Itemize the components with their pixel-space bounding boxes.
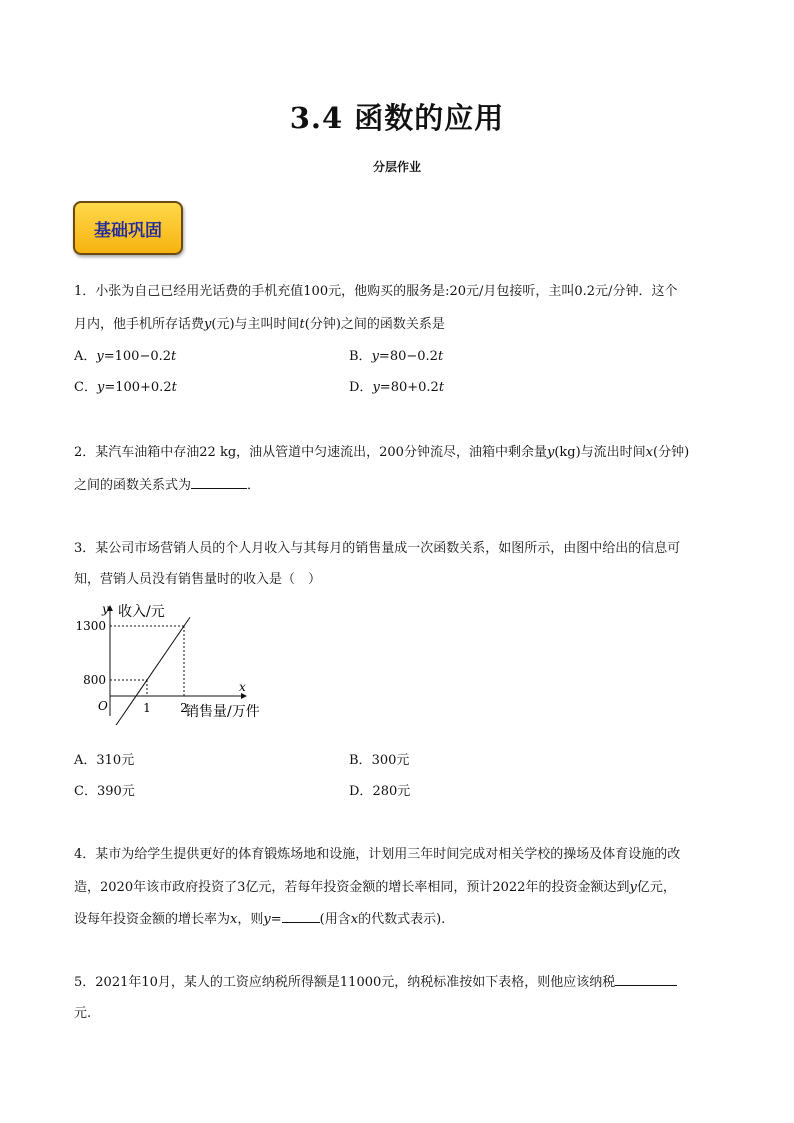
section-badge: 基础巩固 [73,201,183,255]
q2-line2: 之间的函数关系式为 ． [74,474,260,493]
y-tick-800: 800 [83,673,106,687]
q3-option-c[interactable]: C．390元 [74,784,135,799]
q5-line2: 元. [74,1006,92,1021]
x-axis-label: 销售量/万件 [185,704,260,720]
q1-option-b[interactable]: B．y=80−0.2t [349,349,444,364]
x-axis-letter: x [239,680,246,694]
q1-line1: 1．小张为自己已经用光话费的手机充值100元，他购买的服务是:20元/月包接听，主叫0.2元/分钟．这个 [74,284,678,299]
y-tick-1300: 1300 [75,619,106,633]
q1-option-a[interactable]: A．y=100−0.2t [74,349,177,364]
origin-label: O [98,699,108,713]
q4-line1: 4．某市为给学生提供更好的体育锻炼场地和设施，计划用三年时间完成对相关学校的操场及体育设施的改 [74,847,681,862]
q3-line2: 知，营销人员没有销售量时的收入是（ ） [74,572,322,587]
q3-line1: 3．某公司市场营销人员的个人月收入与其每月的销售量成一次函数关系，如图所示，由图中给出的信息可 [74,541,681,556]
x-tick-2: 2 [180,701,188,715]
q3-option-a[interactable]: A．310元 [74,753,135,768]
page-subtitle: 分层作业 [372,160,421,174]
page-title: 3.4 函数的应用 [289,101,505,135]
x-tick-1: 1 [143,701,151,715]
q5-line1: 5．2021年10月，某人的工资应纳税所得额是11000元，纳税标准按如下表格，则他应该纳税 [74,971,677,990]
q4-line2: 造，2020年该市政府投资了3亿元，若每年投资金额的增长率相同，预计2022年的投资金额达到y亿元， [74,880,676,895]
q1-option-d[interactable]: D．y=80+0.2t [349,380,445,395]
q2-line1: 2．某汽车油箱中存油22 kg，油从管道中匀速流出，200分钟流尽，油箱中剩余量y(kg)与流出时间x(分钟) [74,445,690,460]
q1-line2: 月内，他手机所存话费y(元)与主叫时间t(分钟)之间的函数关系是 [74,317,445,332]
q3-option-b[interactable]: B．300元 [349,753,410,768]
q2-answer-blank[interactable] [191,475,247,489]
y-axis-label: 收入/元 [118,604,165,620]
q4-answer-blank[interactable] [282,909,320,923]
q3-option-d[interactable]: D．280元 [349,784,411,799]
q5-answer-blank[interactable] [615,972,677,986]
q4-line3: 设每年投资金额的增长率为x，则y= (用含x的代数式表示). [74,908,445,927]
q1-option-c[interactable]: C．y=100+0.2t [74,380,177,395]
y-axis-letter: y [102,602,109,616]
income-chart [74,600,284,725]
